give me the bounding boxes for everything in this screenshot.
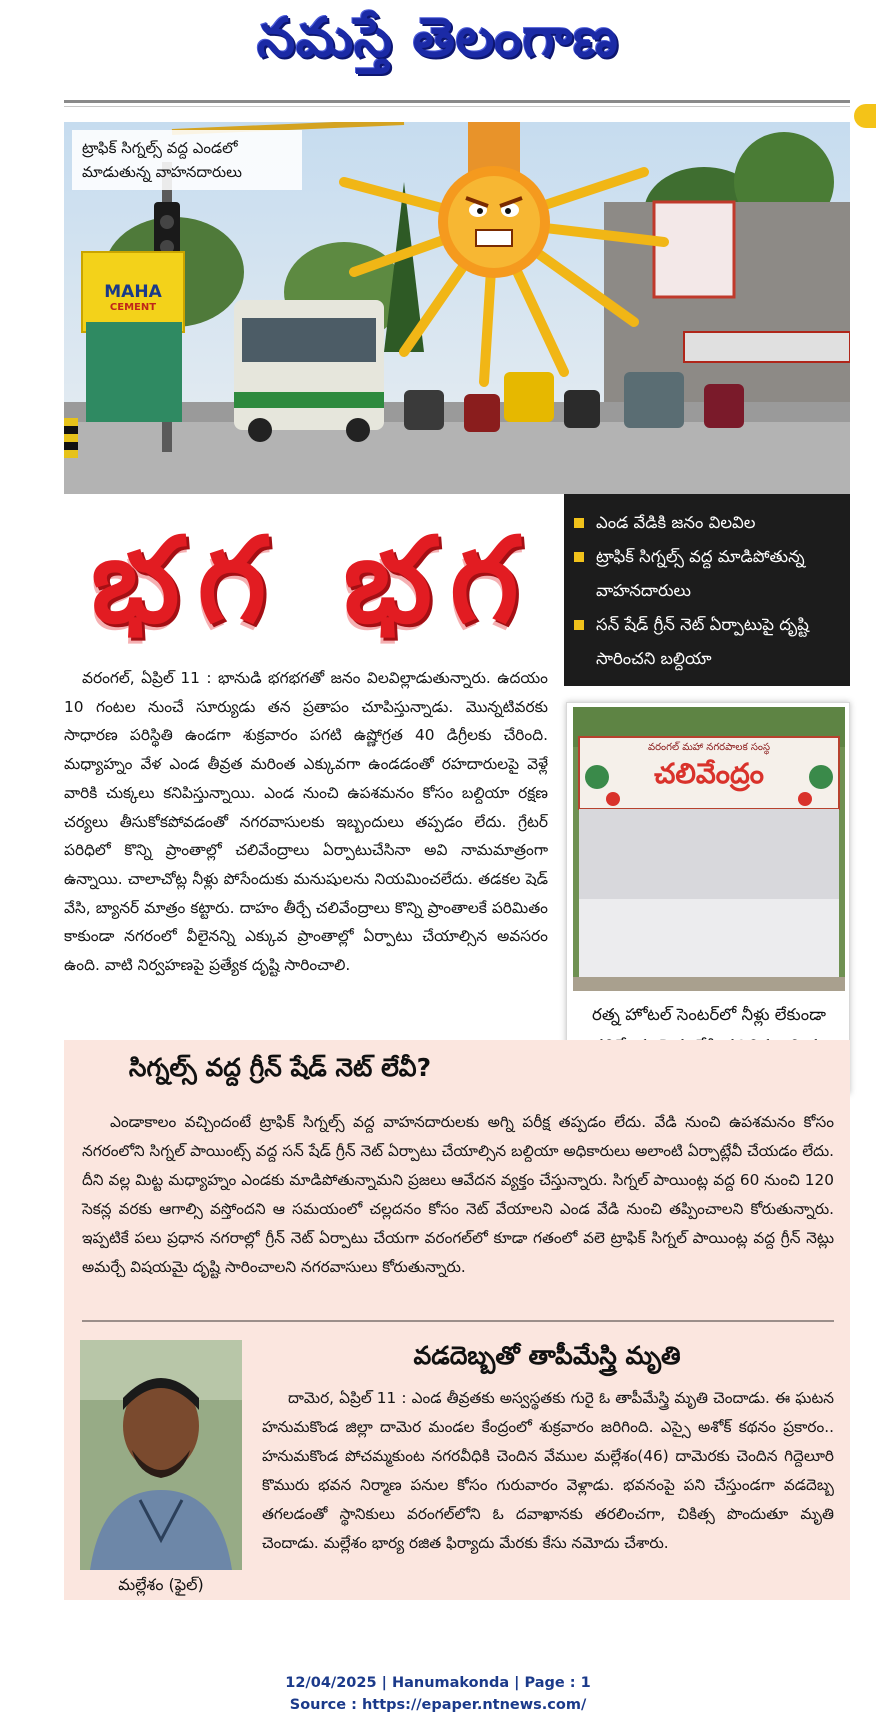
highlight-text: ట్రాఫిక్ సిగ్నల్స్ వద్ద మాడిపోతున్న వాహనదారులు bbox=[596, 547, 805, 600]
footer-date-edition: 12/04/2025 | Hanumakonda | Page : 1 bbox=[285, 1675, 591, 1691]
death-heading: వడదెబ్బతో తాపీమేస్త్రి మృతి bbox=[413, 1341, 681, 1370]
billboard-label: MAHA bbox=[104, 282, 162, 302]
portrait-photo bbox=[80, 1340, 242, 1570]
newspaper-name: నమస్తే తెలంగాణ bbox=[257, 6, 619, 69]
square-bullet-icon bbox=[574, 620, 584, 630]
signals-article bbox=[82, 1108, 834, 1282]
inset-banner-top: వరంగల్ మహా నగరపాలక సంస్థ bbox=[648, 742, 770, 753]
main-headline: భగ భగ bbox=[91, 511, 537, 649]
portrait-caption: మల్లేశం (ఫైల్) bbox=[118, 1575, 204, 1594]
square-bullet-icon bbox=[574, 518, 584, 528]
inset-photo-box bbox=[566, 702, 850, 1094]
signals-body: ఎండాకాలం వచ్చిందంటే ట్రాఫిక్ సిగ్నల్స్ వద్ద వాహనదారులకు అగ్ని పరీక్ష తప్పడం లేదు. వేడి నుంచి ఉపశమనం కోసం నగరంలోని సిగ్నల్ పాయింట్స్ వద్ద సన్ షేడ్ గ్రీన్ నెట్ ఏర్పాటు చేయాల్సిన బల్దియా అధికారులు అలాంటి ఏర్పాట్లేవీ చేయడం లేదు. దీని వల్ల మిట్ట మధ్యాహ్నం ఎండకు మాడిపోతున్నామని ప్రజలు ఆవేదన వ్యక్తం చేస్తున్నారు. సిగ్నల్ పాయింట్ల వద్ద 60 నుంచి 120 సెకన్ల వరకు ఆగాల్సి వస్తోందని ఆ సమయంలో చల్లదనం కోసం నెట్ వేయాలని ఎండ వేడి నుంచి తప్పించాలని కోరుతున్నారు. ఇప్పటికే పలు ప్రధాన నగరాల్లో గ్రీన్ నెట్ ఏర్పాటు చేయగా వరంగల్‌లో కూడా గతంలో వలె ట్రాఫిక్ సిగ్నల్ పాయింట్ల వద్ద గ్రీన్ నెట్లు అమర్చే విషయమై దృష్టి సారించాలని నగరవాసులు కోరుతున్నారు. bbox=[82, 1113, 834, 1276]
highlight-item bbox=[574, 608, 840, 676]
page-footer bbox=[0, 1672, 876, 1716]
footer-source: Source : https://epaper.ntnews.com/ bbox=[289, 1697, 587, 1713]
highlights-box bbox=[564, 494, 850, 686]
article-body: వరంగల్, ఏప్రిల్ 11 : భానుడి భగభగతో జనం విలవిల్లాడుతున్నారు. ఉదయం 10 గంటల నుంచే సూర్యుడు తన ప్రతాపం చూపిస్తున్నాడు. మొన్నటివరకు సాధారణ పరిస్థితి ఉండగా శుక్రవారం పగటి ఉష్ణోగ్రత 40 డిగ్రీలకు చేరింది. మధ్యాహ్నం వేళ ఎండ తీవ్రత మరింత ఎక్కువగా ఉండడంతో రహదారులపై వెళ్లే వారికి చుక్కలు కనిపిస్తున్నాయి. ఎండ నుంచి ఉపశమనం కోసం బల్దియా రక్షణ చర్యలు తీసుకోకపోవడంతో నగరవాసులకు ఇబ్బందులు తప్పడం లేదు. గ్రేటర్ పరిధిలో కొన్ని ప్రాంతాల్లో చలివేంద్రాలు ఏర్పాటుచేసినా అవి నామమాత్రంగా ఉన్నాయి. చాలాచోట్ల నీళ్లు పోసేందుకు మనుషులను నియమించలేదు. తడకల షెడ్ వేసి, బ్యానర్ మాత్రం కట్టారు. దాహం తీర్చే చలివేంద్రాలు కొన్ని ప్రాంతాలకే పరిమితం కాకుండా నగరంలో వీలైనన్ని ఎక్కువ ప్రాంతాల్లో ఏర్పాటు చేయాల్సిన అవసరం ఉంది. వాటి నిర్వహణపై ప్రత్యేక దృష్టి సారించాలి. bbox=[64, 669, 548, 975]
main-article bbox=[64, 664, 548, 980]
highlight-text: ఎండ వేడికి జనం విలవిల bbox=[596, 513, 756, 532]
page-corner-mark bbox=[854, 104, 876, 128]
square-bullet-icon bbox=[574, 552, 584, 562]
inset-caption: రత్న హోటల్ సెంటర్‌లో నీళ్లు లేకుండా bbox=[592, 1005, 826, 1024]
highlight-item bbox=[574, 540, 840, 608]
photo-caption: ట్రాఫిక్ సిగ్నల్స్ వద్ద ఎండలో మాడుతున్న వాహనదారులు bbox=[72, 130, 302, 190]
billboard-sublabel: CEMENT bbox=[109, 302, 157, 313]
person-portrait-illustration bbox=[80, 1340, 242, 1570]
masthead-rule-thin bbox=[64, 106, 850, 107]
signals-heading: సిగ్నల్స్ వద్ద గ్రీన్ షేడ్ నెట్ లేవీ? bbox=[128, 1053, 432, 1082]
death-article bbox=[262, 1384, 834, 1558]
main-photo bbox=[64, 122, 850, 494]
masthead-rule bbox=[64, 100, 850, 103]
inset-banner-main: చలివేంద్రం bbox=[654, 757, 764, 790]
highlight-text: సన్ షేడ్ గ్రీన్ నెట్ ఏర్పాటుపై దృష్టి సారించని బల్దియా bbox=[596, 615, 809, 668]
death-body: దామెర, ఏప్రిల్ 11 : ఎండ తీవ్రతకు అస్వస్థతకు గురై ఓ తాపీమేస్త్రి మృతి చెందాడు. ఈ ఘటన హనుమకొండ జిల్లా దామెర మండల కేంద్రంలో శుక్రవారం జరిగింది. ఎస్సై అశోక్ కథనం ప్రకారం.. హనుమకొండ పోచమ్మకుంట నగరవీధికి చెందిన వేముల మల్లేశం(46) దామెరకు చెందిన గిద్దెలూరి కొమురు భవన నిర్మాణ పనుల కోసం గురువారం వెళ్లాడు. భవనంపై పని చేస్తుండగా వడదెబ్బ తగలడంతో స్థానికులు వరంగల్‌లోని ఓ దవాఖానకు తరలించగా, చికిత్స పొందుతూ మృతి చెందాడు. మల్లేశం భార్య రజిత ఫిర్యాదు మేరకు కేసు నమోదు చేశారు. bbox=[262, 1389, 834, 1552]
section-divider bbox=[82, 1320, 834, 1322]
highlight-item bbox=[574, 506, 840, 540]
inset-photo bbox=[573, 707, 845, 991]
masthead bbox=[0, 0, 876, 100]
